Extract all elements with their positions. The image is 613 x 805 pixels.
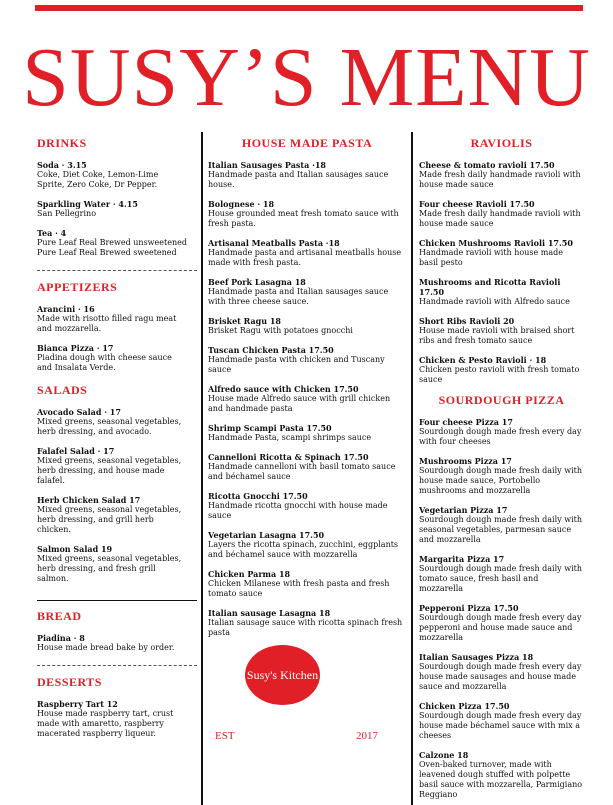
menu-item-name: Italian Sausages Pasta ·18 <box>208 160 326 170</box>
menu-item <box>208 452 406 482</box>
menu-item-name: Alfredo sauce with Chicken 17.50 <box>208 384 359 394</box>
menu-item-name: Soda · 3.15 <box>37 160 87 170</box>
desserts-list <box>37 699 187 739</box>
menu-item-description: Handmade pasta and artisanal meatballs house made with fresh pasta. <box>208 248 402 267</box>
divider <box>37 270 197 272</box>
menu-item-description: Brisket Ragu with potatoes gnocchi <box>208 326 353 335</box>
column-middle <box>208 130 406 638</box>
menu-item <box>208 491 406 521</box>
menu-item-description: House made Alfredo sauce with grill chicken and handmade pasta <box>208 394 391 413</box>
section-raviolis <box>419 136 584 385</box>
menu-item-description: Mixed greens, seasonal vegetables, herb dressing, and avocado. <box>37 417 182 436</box>
menu-item-name: Bolognese · 18 <box>208 199 275 209</box>
menu-item <box>37 407 187 437</box>
menu-item-name: Beef Pork Lasagna 18 <box>208 277 306 287</box>
menu-item <box>37 633 187 653</box>
menu-item <box>208 277 406 307</box>
menu-item <box>419 160 584 190</box>
column-divider-right <box>411 132 413 805</box>
menu-item-name: Vegetarian Pizza 17 <box>419 505 508 515</box>
menu-item-description: Sourdough dough made fresh daily with tomato sauce, fresh basil and mozzarella <box>419 564 583 593</box>
section-drinks <box>37 136 187 258</box>
menu-item-name: Bianca Pizza · 17 <box>37 343 114 353</box>
menu-item <box>419 750 584 800</box>
menu-item-name: Margarita Pizza 17 <box>419 554 505 564</box>
salads-list <box>37 407 187 584</box>
menu-item <box>37 228 187 258</box>
menu-item-name: Chicken Parma 18 <box>208 569 291 579</box>
divider <box>37 600 197 601</box>
menu-item-name: Raspberry Tart 12 <box>37 699 118 709</box>
est-label: EST <box>215 730 235 742</box>
menu-item-description: House made bread bake by order. <box>37 643 175 652</box>
menu-item-description: Made with risotto filled ragu meat and mozzarella. <box>37 314 177 333</box>
section-heading: BREAD <box>37 609 82 623</box>
menu-item <box>208 316 406 336</box>
menu-item <box>37 199 187 219</box>
menu-item-name: Falafel Salad · 17 <box>37 446 115 456</box>
menu-item-name: Piadina · 8 <box>37 633 85 643</box>
menu-item-name: Calzone 18 <box>419 750 469 760</box>
section-salads <box>37 383 187 584</box>
menu-item-description: Mixed greens, seasonal vegetables, herb dressing, and fresh grill salmon. <box>37 554 182 583</box>
menu-item <box>37 495 187 535</box>
menu-item-description: Handmade ravioli with Alfredo sauce <box>419 297 570 306</box>
menu-item <box>208 384 406 414</box>
pasta-list <box>208 160 406 638</box>
menu-item <box>419 603 584 643</box>
menu-item-name: Brisket Ragu 18 <box>208 316 281 326</box>
menu-item-description: Sourdough dough made fresh every day house made béchamel sauce with mix a cheeses <box>419 711 582 740</box>
menu-item <box>37 446 187 486</box>
menu-item-name: Tuscan Chicken Pasta 17.50 <box>208 345 334 355</box>
section-heading: HOUSE MADE PASTA <box>241 136 373 150</box>
section-heading: SOURDOUGH PIZZA <box>438 393 565 407</box>
menu-item <box>37 160 187 190</box>
menu-item-description: San Pellegrino <box>37 209 97 218</box>
menu-item-description: Made fresh daily handmade ravioli with house made sauce <box>419 209 581 228</box>
menu-item-description: Sourdough dough made fresh every day house made sausages and house made sauce and mozzarella <box>419 662 582 691</box>
menu-item-name: Vegetarian Lasagna 17.50 <box>208 530 325 540</box>
menu-item <box>419 199 584 229</box>
menu-item <box>208 608 406 638</box>
est-year: 2017 <box>356 730 378 742</box>
menu-item-description: Sourdough dough made fresh every day with four cheeses <box>419 427 582 446</box>
section-bread <box>37 609 187 653</box>
raviolis-list <box>419 160 584 385</box>
menu-item <box>208 345 406 375</box>
column-divider-left <box>201 132 203 805</box>
menu-item <box>208 423 406 443</box>
menu-item <box>419 316 584 346</box>
menu-item <box>419 456 584 496</box>
menu-item <box>419 652 584 692</box>
menu-item-name: Chicken Pizza 17.50 <box>419 701 510 711</box>
section-desserts <box>37 675 187 739</box>
menu-item <box>419 701 584 741</box>
menu-item-name: Chicken Mushrooms Ravioli 17.50 <box>419 238 573 248</box>
menu-item-description: House made raspberry tart, crust made with amaretto, raspberry macerated raspberry liqueur. <box>37 709 174 738</box>
section-house-made-pasta <box>208 136 406 638</box>
menu-item-description: Handmade pasta with chicken and Tuscany sauce <box>208 355 385 374</box>
menu-item-name: Short Ribs Ravioli 20 <box>419 316 515 326</box>
menu-item <box>419 505 584 545</box>
section-heading: SALADS <box>37 383 88 397</box>
menu-item-description: Handmade cannelloni with basil tomato sauce and béchamel sauce <box>208 462 396 481</box>
bread-list <box>37 633 187 653</box>
menu-item-name: Ricotta Gnocchi 17.50 <box>208 491 308 501</box>
divider <box>37 665 197 667</box>
menu-item <box>208 530 406 560</box>
menu-item-description: Pure Leaf Real Brewed unsweetened Pure Leaf Real Brewed sweetened <box>37 238 187 257</box>
menu-item-description: Handmade pasta and Italian sausages sauce house. <box>208 170 389 189</box>
section-sourdough-pizza <box>419 393 584 800</box>
menu-item-name: Sparkling Water · 4.15 <box>37 199 138 209</box>
menu-item-description: Made fresh daily handmade ravioli with house made sauce <box>419 170 581 189</box>
menu-item <box>37 699 187 739</box>
menu-item-description: Piadina dough with cheese sauce and Insalata Verde. <box>37 353 172 372</box>
menu-item-description: Italian sausage sauce with ricotta spinach fresh pasta <box>208 618 403 637</box>
menu-item-name: Four cheese Ravioli 17.50 <box>419 199 535 209</box>
menu-item-name: Cannelloni Ricotta & Spinach 17.50 <box>208 452 369 462</box>
menu-item-name: Shrimp Scampi Pasta 17.50 <box>208 423 332 433</box>
menu-item <box>208 199 406 229</box>
menu-item-name: Italian Sausages Pizza 18 <box>419 652 534 662</box>
menu-item-name: Tea · 4 <box>37 228 67 238</box>
menu-item-description: Handmade Pasta, scampi shrimps sauce <box>208 433 372 442</box>
menu-item <box>208 569 406 599</box>
menu-item-description: Handmade ravioli with house made basil pesto <box>419 248 563 267</box>
section-heading: DESSERTS <box>37 675 102 689</box>
column-right <box>419 130 584 800</box>
section-heading: DRINKS <box>37 136 87 150</box>
menu-item <box>37 304 187 334</box>
section-heading: APPETIZERS <box>37 280 118 294</box>
menu-item-description: Sourdough dough made fresh daily with house made sauce, Portobello mushrooms and mozzarella <box>419 466 583 495</box>
menu-item-description: Chicken pesto ravioli with fresh tomato sauce <box>419 365 580 384</box>
menu-item-name: Artisanal Meatballs Pasta ·18 <box>208 238 340 248</box>
menu-item <box>419 554 584 594</box>
menu-title: SUSY’S MENU <box>22 31 591 124</box>
menu-item-description: House grounded meat fresh tomato sauce with fresh pasta. <box>208 209 399 228</box>
column-left <box>37 130 187 739</box>
top-red-bar <box>35 5 583 11</box>
section-heading: RAVIOLIS <box>470 136 533 150</box>
appetizers-list <box>37 304 187 373</box>
menu-item <box>208 238 406 268</box>
menu-item-description: Oven-baked turnover, made with leavened dough stuffed with polpette basil sauce with mozzarella, Parmigiano Reggiano <box>419 760 583 799</box>
menu-item-name: Cheese & tomato ravioli 17.50 <box>419 160 555 170</box>
menu-item-name: Herb Chicken Salad 17 <box>37 495 141 505</box>
menu-item <box>419 238 584 268</box>
logo-text: Susy's Kitchen <box>246 668 319 682</box>
menu-item-description: Chicken Milanese with fresh pasta and fresh tomato sauce <box>208 579 390 598</box>
menu-item-name: Pepperoni Pizza 17.50 <box>419 603 519 613</box>
menu-item-name: Salmon Salad 19 <box>37 544 113 554</box>
menu-item-name: Mushrooms and Ricotta Ravioli 17.50 <box>419 277 561 297</box>
menu-item-name: Italian sausage Lasagna 18 <box>208 608 331 618</box>
menu-item <box>419 277 584 307</box>
menu-item-name: Chicken & Pesto Ravioli · 18 <box>419 355 547 365</box>
menu-item-description: Sourdough dough made fresh every day pepperoni and house made sauce and mozzarella <box>419 613 582 642</box>
menu-item-name: Arancini · 16 <box>37 304 95 314</box>
menu-item-description: Sourdough dough made fresh daily with seasonal vegetables, parmesan sauce and mozzarella <box>419 515 583 544</box>
menu-item <box>37 343 187 373</box>
menu-item-description: Layers the ricotta spinach, zucchini, eggplants and béchamel sauce with mozzarella <box>208 540 399 559</box>
menu-item-description: Mixed greens, seasonal vegetables, herb dressing, and house made falafel. <box>37 456 182 485</box>
menu-item <box>419 355 584 385</box>
menu-item-description: Handmade pasta and Italian sausages sauce with three cheese sauce. <box>208 287 389 306</box>
menu-item-description: Handmade ricotta gnocchi with house made sauce <box>208 501 388 520</box>
menu-item <box>208 160 406 190</box>
menu-item-description: Coke, Diet Coke, Lemon-Lime Sprite, Zero Coke, Dr Pepper. <box>37 170 159 189</box>
pizza-list <box>419 417 584 800</box>
menu-item-name: Four cheese Pizza 17 <box>419 417 513 427</box>
section-appetizers <box>37 280 187 373</box>
menu-item-name: Mushrooms Pizza 17 <box>419 456 512 466</box>
menu-item-name: Avocado Salad · 17 <box>37 407 121 417</box>
menu-item <box>37 544 187 584</box>
menu-item-description: House made ravioli with braised short ribs and fresh tomato sauce <box>419 326 575 345</box>
drinks-list <box>37 160 187 258</box>
menu-item <box>419 417 584 447</box>
menu-item-description: Mixed greens, seasonal vegetables, herb dressing, and grill herb chicken. <box>37 505 182 534</box>
kitchen-logo <box>245 645 320 705</box>
